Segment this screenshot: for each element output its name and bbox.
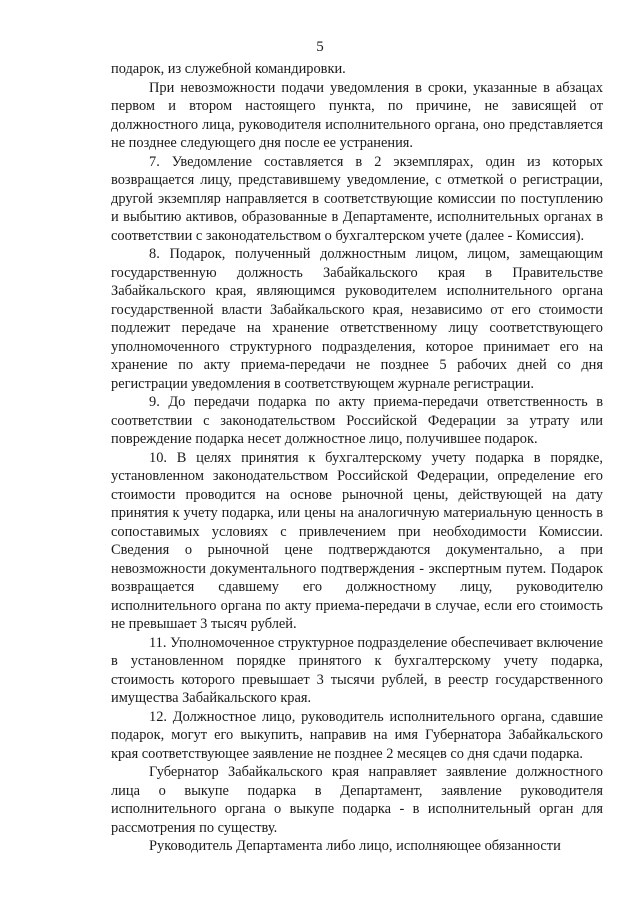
paragraph: подарок, из служебной командировки. xyxy=(111,61,346,77)
document-body xyxy=(111,60,603,856)
paragraph-item-10: 10. В целях принятия к бухгалтерскому учету подарка в порядке, установленном законодательством Российской Федерации, определение его стоимости проводится на основе рыночной цены, действующей на дату принятия к учету подарка, или цены на аналогичную материальную ценность в сопоставимых условиях с привлечением при необходимости Комиссии. Сведения о рыночной цене подтверждаются документально, а при невозможности документального подтверждения - экспертным путем. Подарок возвращается сдавшему его должностному лицу, руководителю исполнительного органа по акту приема-передачи в случае, если его стоимость не превышает 3 тысяч рублей. xyxy=(111,449,603,632)
paragraph: При невозможности подачи уведомления в сроки, указанные в абзацах первом и втором настоящего пункта, по причине, не зависящей от должностного лица, руководителя исполнительного органа, оно представляется не позднее следующего дня после ее устранения. xyxy=(111,79,603,151)
paragraph-item-12: 12. Должностное лицо, руководитель исполнительного органа, сдавшие подарок, могут его выкупить, направив на имя Губернатора Забайкальского края соответствующее заявление не позднее 2 месяцев со дня сдачи подарка. xyxy=(111,708,603,762)
paragraph-item-7: 7. Уведомление составляется в 2 экземплярах, один из которых возвращается лицу, представившему уведомление, с отметкой о регистрации, другой экземпляр направляется в соответствующие комиссии по поступлению и выбытию активов, образованные в Департаменте, исполнительных органах в соответствии с законодательством о бухгалтерском учете (далее - Комиссия). xyxy=(111,153,603,244)
paragraph-item-11: 11. Уполномоченное структурное подразделение обеспечивает включение в установленном порядке принятого к бухгалтерскому учету подарка, стоимость которого превышает 3 тысячи рублей, в реестр государственного имущества Забайкальского края. xyxy=(111,634,603,706)
paragraph: Губернатор Забайкальского края направляет заявление должностного лица о выкупе подарка в Департамент, заявление руководителя исполнительного органа о выкупе подарка - в исполнительный орган для рассмотрения по существу. xyxy=(111,764,603,836)
page-number: 5 xyxy=(316,39,324,55)
paragraph-item-9: 9. До передачи подарка по акту приема-передачи ответственность в соответствии с законодательством Российской Федерации за утрату или повреждение подарка несет должностное лицо, получившее подарок. xyxy=(111,394,603,447)
paragraph: Руководитель Департамента либо лицо, исполняющее обязанности xyxy=(149,838,561,854)
paragraph-item-8: 8. Подарок, полученный должностным лицом, лицом, замещающим государственную должность Забайкальского края в Правительстве Забайкальского края, являющимся руководителем исполнительного органа государственной власти Забайкальского края, независимо от его стоимости подлежит передаче на хранение ответственному лицу соответствующего уполномоченного структурного подразделения, которое принимает его на хранение по акту приема-передачи не позднее 5 рабочих дней со дня регистрации уведомления в соответствующем журнале регистрации. xyxy=(111,246,603,392)
